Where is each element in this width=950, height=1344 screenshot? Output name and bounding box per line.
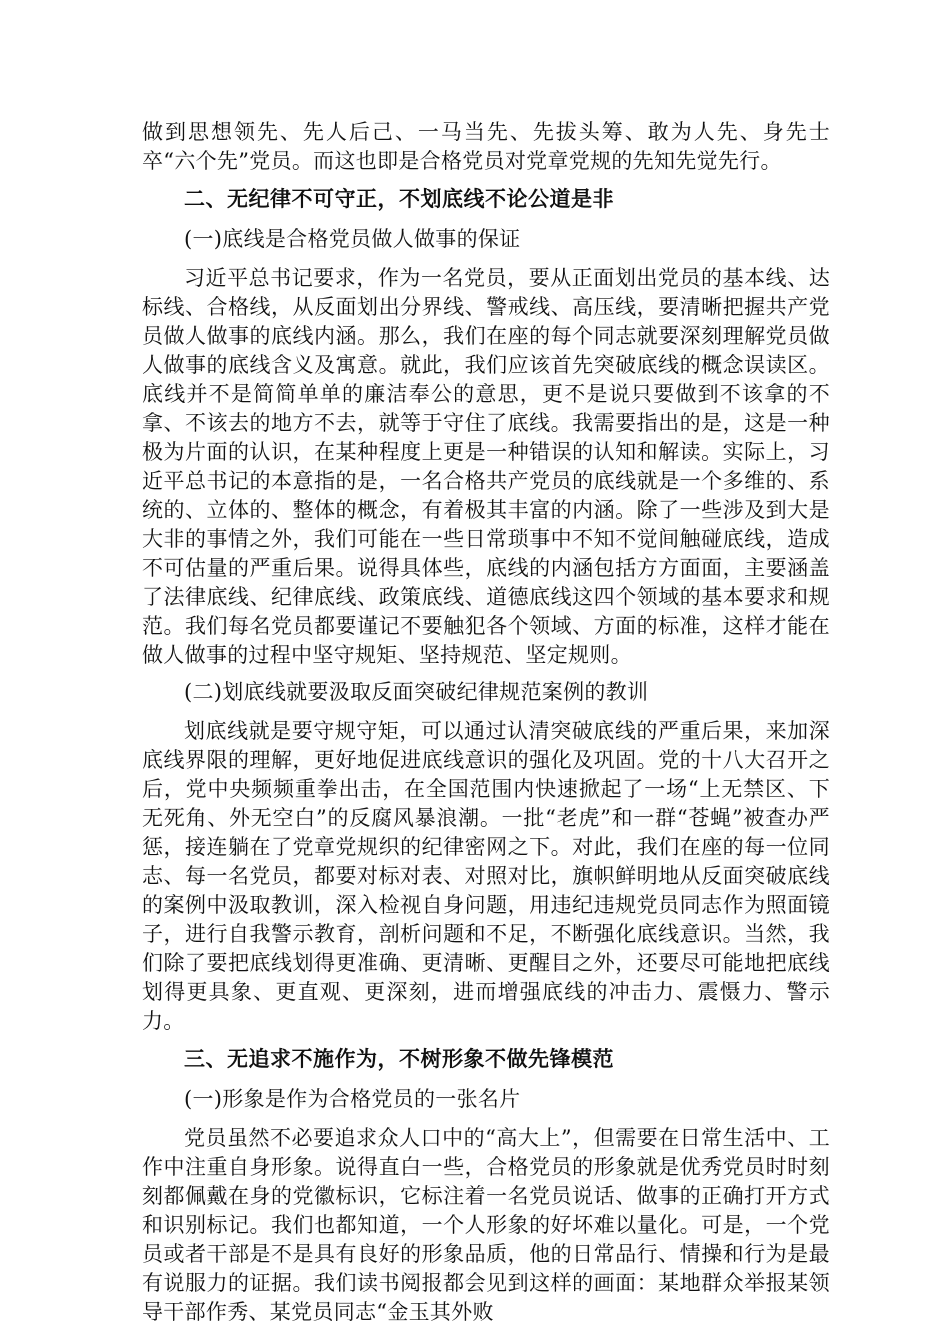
body-paragraph-bottom-line: 习近平总书记要求，作为一名党员，要从正面划出党员的基本线、达标线、合格线，从反面划出分界线、警戒线、高压线，要清晰把握共产党员做人做事的底线内涵。那么，我们在座的每个同志就要深刻理解党员做人做事的底线含义及寓意。就此，我们应该首先突破底线的概念误读区。底线并不是简简单单的廉洁奉公的意思，更不是说只要做到不该拿的不拿、不该去的地方不去，就等于守住了底线。我需要指出的是，这是一种极为片面的认识，在某种程度上更是一种错误的认知和解读。实际上，习近平总书记的本意指的是，一名合格共产党员的底线就是一个多维的、系统的、立体的、整体的概念，有着极其丰富的内涵。除了一些涉及到大是大非的事情之外，我们可能在一些日常琐事中不知不觉间触碰底线，造成不可估量的严重后果。说得具体些，底线的内涵包括方方面面，主要涵盖了法律底线、纪律底线、政策底线、道德底线这四个领域的基本要求和规范。我们每名党员都要谨记不要触犯各个领域、方面的标准，这样才能在做人做事的过程中坚守规矩、坚持规范、坚定规则。 (142, 266, 830, 667)
subsection-heading-2-2: (二)划底线就要汲取反面突破纪律规范案例的教训 (184, 680, 649, 704)
subsection-heading-3-1: (一)形象是作为合格党员的一张名片 (184, 1087, 521, 1111)
section-heading-3: 三、无追求不施作为，不树形象不做先锋模范 (184, 1046, 614, 1071)
body-paragraph-lessons: 划底线就是要守规守矩，可以通过认清突破底线的严重后果，来加深底线界限的理解，更好地促进底线意识的强化及巩固。党的十八大召开之后，党中央频频重拳出击，在全国范围内快速掀起了一场“上无禁区、下无死角、外无空白”的反腐风暴浪潮。一批“老虎”和一群“苍蝇”被查办严惩，接连躺在了党章党规织的纪律密网之下。对此，我们在座的每一位同志、每一名党员，都要对标对表、对照对比，旗帜鲜明地从反面突破底线的案例中汲取教训，深入检视自身问题，用违纪违规党员同志作为照面镜子，进行自我警示教育，剖析问题和不足，不断强化底线意识。当然，我们除了要把底线划得更准确、更清晰、更醒目之外，还要尽可能地把底线划得更具象、更直观、更深刻，进而增强底线的冲击力、震慑力、警示力。 (142, 719, 830, 1033)
document-page (142, 118, 830, 1335)
subsection-heading-2-1: (一)底线是合格党员做人做事的保证 (184, 227, 521, 251)
paragraph-continuation: 做到思想领先、先人后己、一马当先、先拔头筹、敢为人先、身先士卒“六个先”党员。而这也即是合格党员对党章党规的先知先觉先行。 (142, 120, 830, 173)
section-heading-2: 二、无纪律不可守正，不划底线不论公道是非 (184, 186, 614, 211)
body-paragraph-image: 党员虽然不必要追求众人口中的“高大上”，但需要在日常生活中、工作中注重自身形象。说得直白一些，合格党员的形象就是优秀党员时时刻刻都佩戴在身的党徽标识，它标注着一名党员说话、做事的正确打开方式和识别标记。我们也都知道，一个人形象的好坏难以量化。可是，一个党员或者干部是不是具有良好的形象品质，他的日常品行、情操和行为是最有说服力的证据。我们读书阅报都会见到这样的画面：某地群众举报某领导干部作秀、某党员同志“金玉其外败 (142, 1126, 830, 1324)
